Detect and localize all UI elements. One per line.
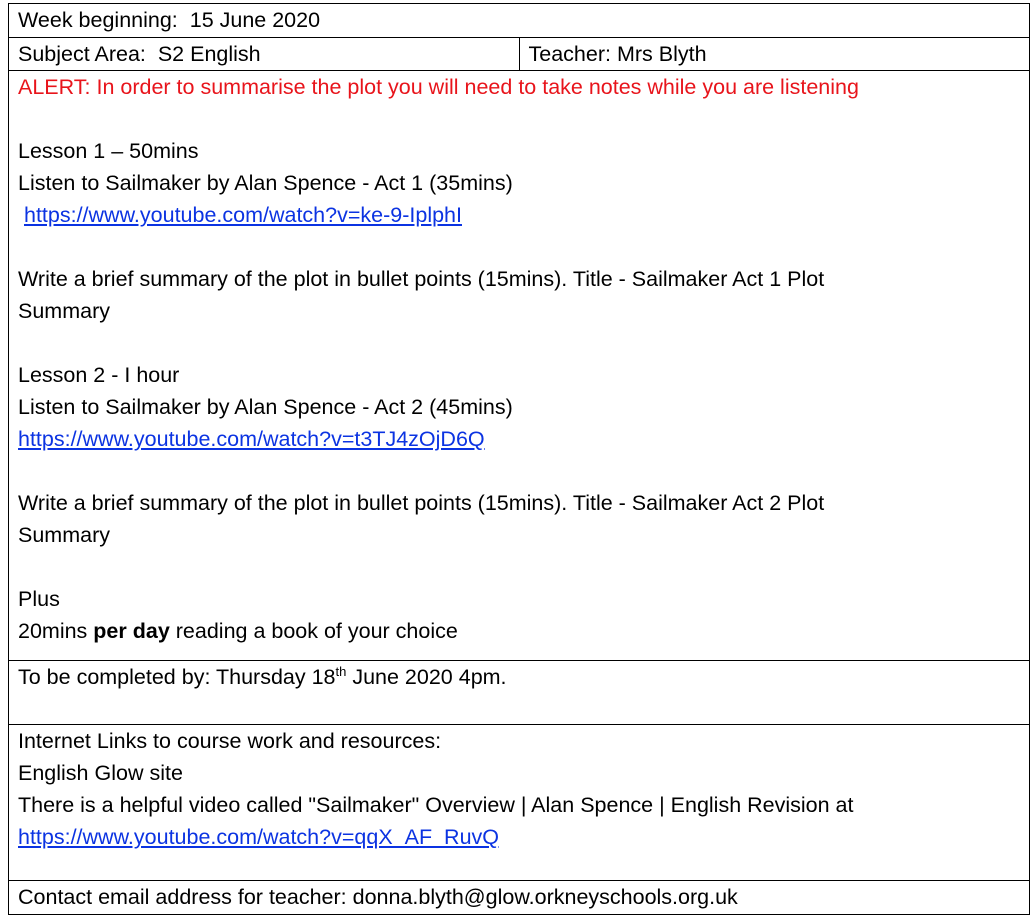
overview-video-link[interactable]: https://www.youtube.com/watch?v=qqX_AF_RuvQ	[18, 825, 499, 849]
teacher-value: Mrs Blyth	[616, 42, 707, 66]
plus-text: Plus	[18, 587, 60, 611]
subject-label: Subject Area:	[18, 42, 146, 66]
contact-email: donna.blyth@glow.orkneyschools.org.uk	[352, 885, 738, 909]
tasks-cell	[9, 71, 1030, 661]
contact-cell	[9, 881, 1030, 915]
completion-suffix: June 2020 4pm.	[346, 665, 507, 689]
links-cell	[9, 725, 1030, 881]
lesson1-task-line1: Write a brief summary of the plot in bullet points (15mins). Title - Sailmaker Act 1 Plot	[18, 267, 825, 291]
video-description: There is a helpful video called "Sailmaker" Overview | Alan Spence | English Revision at	[18, 793, 854, 817]
reading-emphasis: per day	[93, 619, 170, 643]
subject-value: S2 English	[157, 42, 261, 66]
lesson2-task-line2: Summary	[18, 523, 110, 547]
contact-label: Contact email address for teacher:	[18, 885, 347, 909]
week-row	[9, 4, 1030, 38]
lesson1-heading: Lesson 1 – 50mins	[18, 139, 199, 163]
lesson2-heading: Lesson 2 - I hour	[18, 363, 180, 387]
subject-cell	[9, 38, 520, 71]
week-value: 15 June 2020	[189, 8, 321, 32]
completion-cell	[9, 661, 1030, 725]
links-heading: Internet Links to course work and resources:	[18, 729, 442, 753]
lesson2-task-line1: Write a brief summary of the plot in bullet points (15mins). Title - Sailmaker Act 2 Plot	[18, 491, 825, 515]
completion-ordinal: th	[335, 663, 347, 679]
subject-row	[9, 38, 1030, 71]
teacher-cell	[519, 38, 1030, 71]
lesson1-listen: Listen to Sailmaker by Alan Spence - Act 1 (35mins)	[18, 171, 513, 195]
completion-row	[9, 661, 1030, 725]
week-cell	[9, 4, 1030, 38]
week-label: Week beginning:	[18, 8, 178, 32]
lesson-plan-document	[8, 3, 1030, 915]
lesson2-video-link[interactable]: https://www.youtube.com/watch?v=t3TJ4zOjD6Q	[18, 427, 485, 451]
lesson1-task-line2: Summary	[18, 299, 110, 323]
lesson-plan-table	[8, 3, 1030, 915]
reading-text: 20mins per day reading a book of your choice	[18, 619, 458, 643]
links-row	[9, 725, 1030, 881]
tasks-row	[9, 71, 1030, 661]
glow-site-text: English Glow site	[18, 761, 183, 785]
teacher-label: Teacher:	[528, 42, 611, 66]
alert-text: ALERT: In order to summarise the plot you will need to take notes while you are listening	[18, 75, 859, 99]
lesson1-video-link[interactable]: https://www.youtube.com/watch?v=ke-9-IplphI	[24, 203, 462, 227]
completion-prefix: To be completed by: Thursday 18	[18, 665, 336, 689]
contact-row	[9, 881, 1030, 915]
lesson2-listen: Listen to Sailmaker by Alan Spence - Act 2 (45mins)	[18, 395, 513, 419]
